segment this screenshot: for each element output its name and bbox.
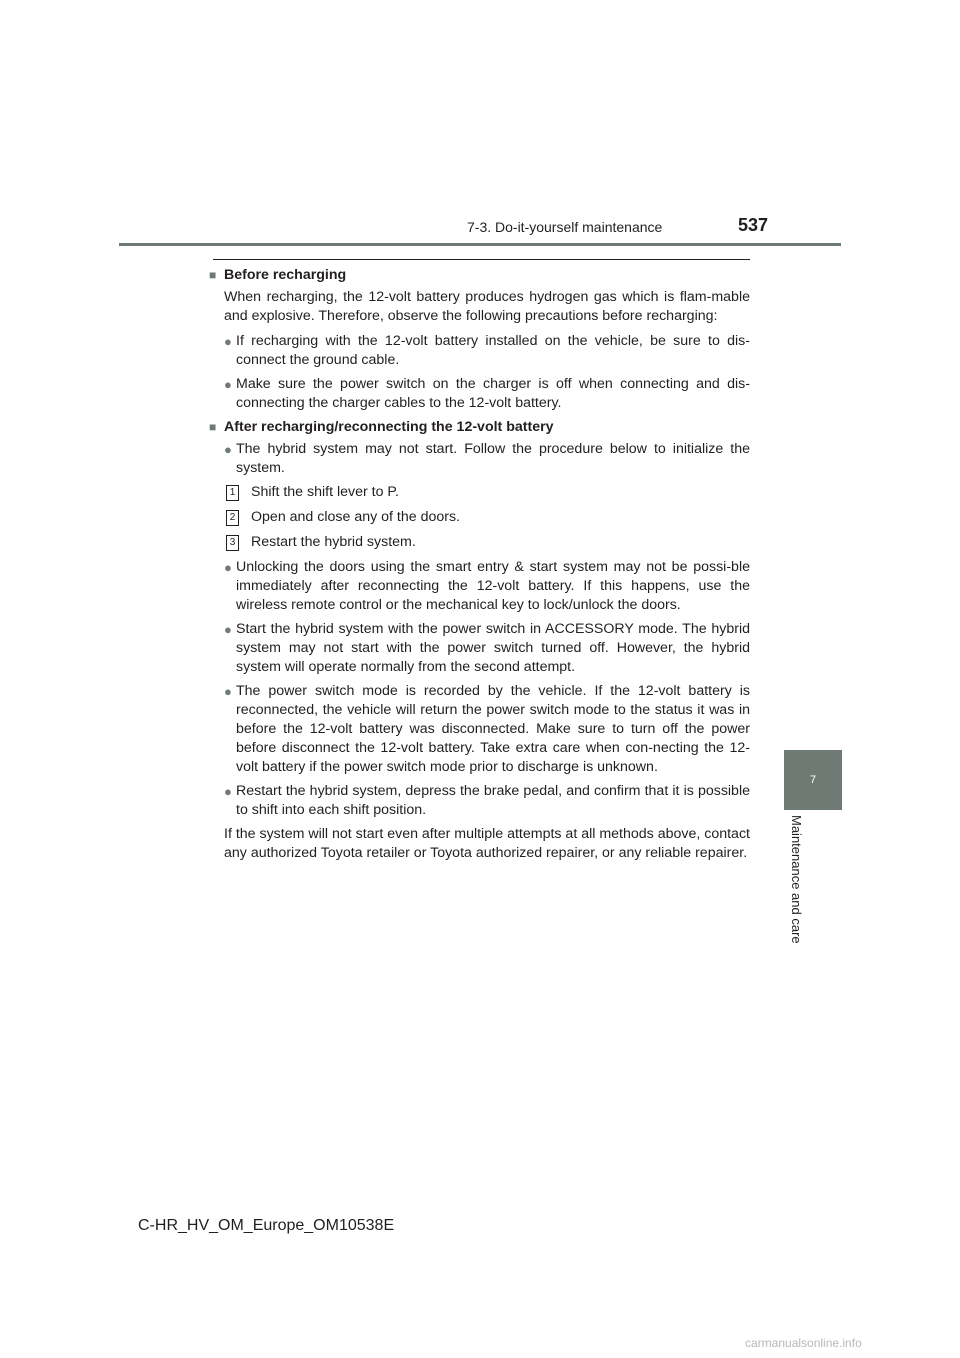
page-number: 537 — [738, 215, 769, 235]
list-item: ● Unlocking the doors using the smart entry & start system may not be possi-ble immediately after reconnecting the 12-volt battery. If this happens, use the wireless remote control or the mechanical key to lock/unlock the doors. — [224, 559, 750, 613]
circle-bullet-icon: ● — [224, 442, 232, 457]
header-divider — [119, 243, 841, 246]
circle-bullet-icon: ● — [224, 684, 232, 699]
procedure-step — [226, 533, 750, 552]
step-text: Restart the hybrid system. — [251, 534, 416, 550]
list-item: ● If recharging with the 12-volt battery installed on the vehicle, be sure to dis-connect the ground cable. — [224, 333, 750, 368]
list-item: ● Start the hybrid system with the power switch in ACCESSORY mode. The hybrid system may not start with the power switch turned off. However, the hybrid system will operate normally from the second attempt. — [224, 621, 750, 675]
square-bullet-icon: ■ — [209, 420, 217, 434]
procedure-step — [226, 483, 750, 502]
chapter-label: Maintenance and care — [789, 815, 804, 944]
intro-paragraph: When recharging, the 12-volt battery produces hydrogen gas which is flam-mable and explosive. Therefore, observe the following precautions before recharging: — [224, 289, 750, 324]
circle-bullet-icon: ● — [224, 560, 232, 575]
circle-bullet-icon: ● — [224, 377, 232, 392]
section-heading — [209, 418, 750, 437]
list-item: ● The hybrid system may not start. Follow the procedure below to initialize the system. — [224, 441, 750, 476]
heading-text: Before recharging — [224, 267, 347, 283]
list-item: ● Make sure the power switch on the charger is off when connecting and dis-connecting the charger cables to the 12-volt battery. — [224, 376, 750, 411]
step-text: Shift the shift lever to P. — [251, 484, 399, 500]
page-content — [209, 266, 750, 869]
list-item: ● The power switch mode is recorded by the vehicle. If the 12-volt battery is reconnected, the vehicle will return the power switch mode to the status it was in before the 12-volt battery was disconnected. Make sure to turn off the power before disconnect the 12-volt battery. Take extra care when con-necting the 12-volt battery if the power switch mode prior to discharge is unknown. — [224, 683, 750, 775]
procedure-step — [226, 508, 750, 527]
heading-text: After recharging/reconnecting the 12-volt battery — [224, 419, 554, 435]
list-item: ● Restart the hybrid system, depress the brake pedal, and confirm that it is possible to shift into each shift position. — [224, 783, 750, 818]
step-number: 1 — [226, 485, 239, 501]
watermark: carmanualsonline.info — [745, 1336, 862, 1350]
square-bullet-icon: ■ — [209, 268, 217, 282]
step-text: Open and close any of the doors. — [251, 509, 461, 525]
circle-bullet-icon: ● — [224, 334, 232, 349]
section-title: 7-3. Do-it-yourself maintenance — [467, 219, 663, 235]
section-heading — [209, 266, 750, 285]
chapter-number: 7 — [809, 774, 817, 786]
circle-bullet-icon: ● — [224, 784, 232, 799]
circle-bullet-icon: ● — [224, 622, 232, 637]
chapter-tab — [784, 750, 842, 810]
closing-paragraph: If the system will not start even after multiple attempts at all methods above, contact any authorized Toyota retailer or Toyota authorized repairer, or any reliable repairer. — [224, 826, 750, 861]
step-number: 2 — [226, 510, 239, 526]
step-number: 3 — [226, 535, 239, 551]
content-divider — [213, 259, 750, 260]
document-code: C-HR_HV_OM_Europe_OM10538E — [138, 1217, 395, 1234]
